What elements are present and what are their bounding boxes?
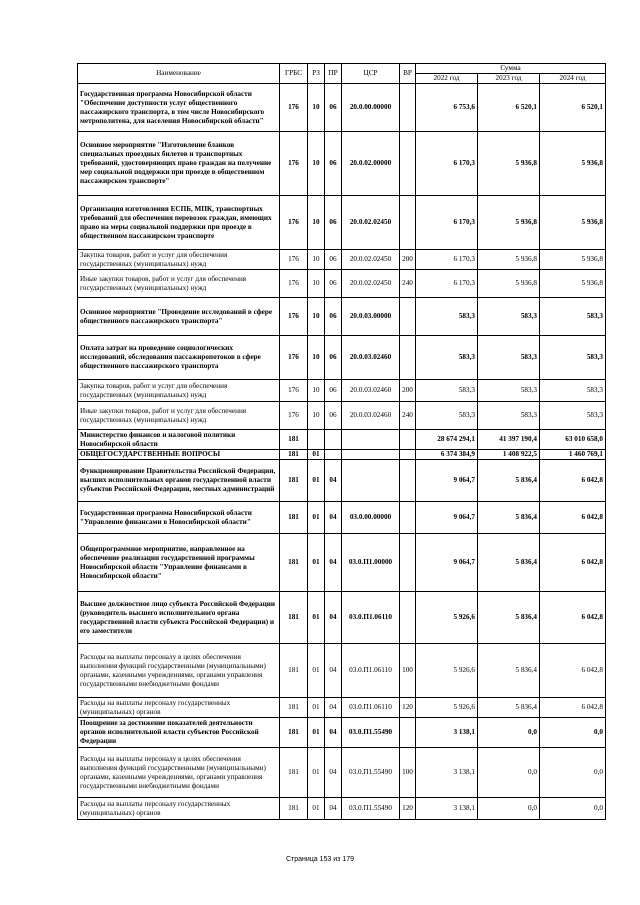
row-sum-2024: 5 936,8 xyxy=(540,270,606,298)
row-sum-2023: 5 936,8 xyxy=(478,196,540,250)
row-pr: 04 xyxy=(325,592,342,644)
row-sum-2023: 583,3 xyxy=(478,336,540,380)
row-csr: 03.0.П1.55490 xyxy=(342,798,400,820)
row-vr xyxy=(400,430,416,450)
row-pr: 06 xyxy=(325,402,342,430)
row-csr: 20.0.03.02460 xyxy=(342,402,400,430)
row-vr: 100 xyxy=(400,644,416,698)
row-sum-2023: 5 836,4 xyxy=(478,698,540,718)
row-csr xyxy=(342,430,400,450)
row-csr: 20.0.03.02460 xyxy=(342,380,400,402)
row-sum-2022: 28 674 294,1 xyxy=(416,430,478,450)
row-name: Расходы на выплаты персоналу в целях обеспечения выполнения функций государственными (муниципальными) органами, казенными учреждениями, органами управления государственными внебюджетными фондами xyxy=(78,748,280,798)
row-vr xyxy=(400,460,416,502)
row-pr: 06 xyxy=(325,196,342,250)
row-sum-2022: 9 064,7 xyxy=(416,502,478,534)
table-row xyxy=(78,84,606,132)
row-sum-2023: 5 836,4 xyxy=(478,644,540,698)
row-sum-2024: 5 936,8 xyxy=(540,250,606,270)
row-sum-2022: 6 170,3 xyxy=(416,132,478,196)
row-vr xyxy=(400,592,416,644)
row-grbs: 181 xyxy=(280,430,308,450)
row-rz: 10 xyxy=(308,298,325,336)
row-sum-2023: 583,3 xyxy=(478,402,540,430)
row-vr: 120 xyxy=(400,798,416,820)
row-grbs: 181 xyxy=(280,450,308,460)
row-csr: 03.0.00.00000 xyxy=(342,502,400,534)
row-name: Основное мероприятие "Изготовление бланков специальных проездных билетов и транспортных требований, удостоверяющих право граждан на получение мер социальной поддержки при проезде в общественном пассажирском транспорте" xyxy=(78,132,280,196)
row-sum-2023: 0,0 xyxy=(478,748,540,798)
row-csr: 03.0.П1.55490 xyxy=(342,718,400,748)
row-pr: 04 xyxy=(325,718,342,748)
row-csr xyxy=(342,460,400,502)
row-rz: 10 xyxy=(308,380,325,402)
row-csr: 20.0.02.02450 xyxy=(342,270,400,298)
row-pr: 04 xyxy=(325,644,342,698)
row-csr: 20.0.02.00000 xyxy=(342,132,400,196)
row-sum-2022: 5 926,6 xyxy=(416,592,478,644)
row-pr: 06 xyxy=(325,380,342,402)
row-grbs: 176 xyxy=(280,84,308,132)
row-name: Иные закупки товаров, работ и услуг для обеспечения государственных (муниципальных) нужд xyxy=(78,402,280,430)
row-sum-2023: 1 408 922,5 xyxy=(478,450,540,460)
row-sum-2024: 6 042,8 xyxy=(540,698,606,718)
table-row xyxy=(78,250,606,270)
row-pr: 04 xyxy=(325,502,342,534)
table-row xyxy=(78,502,606,534)
row-grbs: 176 xyxy=(280,250,308,270)
table-row xyxy=(78,698,606,718)
row-sum-2023: 41 397 190,4 xyxy=(478,430,540,450)
row-sum-2023: 5 936,8 xyxy=(478,250,540,270)
row-name: Закупка товаров, работ и услуг для обеспечения государственных (муниципальных) нужд xyxy=(78,380,280,402)
row-name: Поощрение за достижение показателей деятельности органов исполнительной власти субъектов Российской Федерации xyxy=(78,718,280,748)
table-row xyxy=(78,430,606,450)
row-rz: 01 xyxy=(308,798,325,820)
header-vr: ВР xyxy=(400,64,416,84)
row-sum-2023: 583,3 xyxy=(478,298,540,336)
row-name: Высшее должностное лицо субъекта Российской Федерации (руководитель высшего исполнительного органа государственной власти субъекта Российской Федерации) и его заместители xyxy=(78,592,280,644)
row-pr: 04 xyxy=(325,798,342,820)
row-rz: 01 xyxy=(308,592,325,644)
row-grbs: 176 xyxy=(280,132,308,196)
row-sum-2024: 583,3 xyxy=(540,380,606,402)
row-grbs: 181 xyxy=(280,718,308,748)
row-rz: 10 xyxy=(308,250,325,270)
header-pr: ПР xyxy=(325,64,342,84)
row-grbs: 181 xyxy=(280,460,308,502)
row-sum-2022: 9 064,7 xyxy=(416,534,478,592)
row-csr: 03.0.П1.06110 xyxy=(342,644,400,698)
table-header xyxy=(78,64,606,84)
row-grbs: 176 xyxy=(280,270,308,298)
budget-table xyxy=(77,63,606,820)
row-name: Государственная программа Новосибирской области "Управление финансами в Новосибирской области" xyxy=(78,502,280,534)
header-year-2024: 2024 год xyxy=(540,74,606,84)
row-vr xyxy=(400,298,416,336)
row-grbs: 176 xyxy=(280,196,308,250)
row-grbs: 181 xyxy=(280,798,308,820)
table-row xyxy=(78,402,606,430)
row-vr xyxy=(400,718,416,748)
row-grbs: 176 xyxy=(280,298,308,336)
row-sum-2024: 1 460 769,1 xyxy=(540,450,606,460)
row-sum-2022: 6 374 384,9 xyxy=(416,450,478,460)
row-rz: 10 xyxy=(308,84,325,132)
row-vr xyxy=(400,450,416,460)
row-name: Министерство финансов и налоговой политики Новосибирской области xyxy=(78,430,280,450)
row-name: Расходы на выплаты персоналу в целях обеспечения выполнения функций государственными (муниципальными) органами, казенными учреждениями, органами управления государственными внебюджетными фондами xyxy=(78,644,280,698)
row-sum-2023: 5 836,4 xyxy=(478,502,540,534)
row-vr: 100 xyxy=(400,748,416,798)
row-csr: 20.0.03.00000 xyxy=(342,298,400,336)
row-vr xyxy=(400,534,416,592)
row-sum-2022: 6 170,3 xyxy=(416,270,478,298)
row-sum-2022: 5 926,6 xyxy=(416,644,478,698)
row-rz: 10 xyxy=(308,270,325,298)
row-rz: 01 xyxy=(308,718,325,748)
row-pr: 04 xyxy=(325,748,342,798)
row-sum-2024: 6 042,8 xyxy=(540,534,606,592)
row-name: Оплата затрат на проведение социологических исследований, обследования пассажиропотоков в сфере общественного пассажирского транспорта xyxy=(78,336,280,380)
row-sum-2024: 0,0 xyxy=(540,718,606,748)
row-name: Расходы на выплаты персоналу государственных (муниципальных) органов xyxy=(78,698,280,718)
row-grbs: 181 xyxy=(280,534,308,592)
row-sum-2022: 583,3 xyxy=(416,298,478,336)
page-footer: Страница 153 из 179 xyxy=(285,856,355,863)
row-pr: 06 xyxy=(325,270,342,298)
table-row xyxy=(78,270,606,298)
row-grbs: 181 xyxy=(280,592,308,644)
table-row xyxy=(78,460,606,502)
table-row xyxy=(78,196,606,250)
row-vr: 240 xyxy=(400,270,416,298)
row-sum-2023: 0,0 xyxy=(478,798,540,820)
header-year-2023: 2023 год xyxy=(478,74,540,84)
row-sum-2023: 5 836,4 xyxy=(478,592,540,644)
row-sum-2022: 3 138,1 xyxy=(416,718,478,748)
row-name: Основное мероприятие "Проведение исследований в сфере общественного пассажирского транспорта" xyxy=(78,298,280,336)
row-sum-2024: 63 010 658,0 xyxy=(540,430,606,450)
table-row xyxy=(78,298,606,336)
row-rz: 10 xyxy=(308,402,325,430)
header-sum: Сумма xyxy=(416,64,606,74)
table-row xyxy=(78,748,606,798)
row-pr: 06 xyxy=(325,336,342,380)
row-sum-2022: 9 064,7 xyxy=(416,460,478,502)
row-csr: 03.0.П1.06110 xyxy=(342,698,400,718)
row-name: Организация изготовления ЕСПБ, МПК, транспортных требований для обеспечения перевозок граждан, имеющих право на меры социальной поддержки при проезде в общественном пассажирском транспорте xyxy=(78,196,280,250)
row-rz: 01 xyxy=(308,460,325,502)
row-name: Функционирование Правительства Российской Федерации, высших исполнительных органов государственной власти субъектов Российской Федерации, местных администраций xyxy=(78,460,280,502)
table-row xyxy=(78,450,606,460)
row-sum-2023: 5 836,4 xyxy=(478,534,540,592)
row-sum-2022: 5 926,6 xyxy=(416,698,478,718)
row-pr: 04 xyxy=(325,460,342,502)
row-sum-2022: 6 753,6 xyxy=(416,84,478,132)
table-row xyxy=(78,132,606,196)
row-vr xyxy=(400,502,416,534)
row-name: Общепрограммное мероприятие, направленное на обеспечение реализации государственной программы Новосибирской области "Управление финансами в Новосибирской области" xyxy=(78,534,280,592)
row-pr: 04 xyxy=(325,534,342,592)
header-grbs: ГРБС xyxy=(280,64,308,84)
row-grbs: 181 xyxy=(280,502,308,534)
row-vr: 200 xyxy=(400,380,416,402)
row-pr: 06 xyxy=(325,298,342,336)
row-name: Иные закупки товаров, работ и услуг для обеспечения государственных (муниципальных) нужд xyxy=(78,270,280,298)
row-csr: 20.0.02.02450 xyxy=(342,250,400,270)
row-pr: 06 xyxy=(325,250,342,270)
table-row xyxy=(78,380,606,402)
row-grbs: 176 xyxy=(280,336,308,380)
row-csr: 20.0.00.00000 xyxy=(342,84,400,132)
table-body xyxy=(78,84,606,820)
row-rz: 10 xyxy=(308,196,325,250)
row-rz: 01 xyxy=(308,644,325,698)
row-rz xyxy=(308,430,325,450)
row-rz: 10 xyxy=(308,336,325,380)
row-csr: 20.0.03.02460 xyxy=(342,336,400,380)
row-sum-2023: 583,3 xyxy=(478,380,540,402)
row-vr xyxy=(400,336,416,380)
row-sum-2024: 6 042,8 xyxy=(540,644,606,698)
row-sum-2023: 0,0 xyxy=(478,718,540,748)
row-grbs: 181 xyxy=(280,698,308,718)
row-sum-2024: 6 520,1 xyxy=(540,84,606,132)
row-sum-2024: 6 042,8 xyxy=(540,460,606,502)
row-sum-2022: 6 170,3 xyxy=(416,250,478,270)
row-vr xyxy=(400,132,416,196)
header-name: Наименование xyxy=(78,64,280,84)
row-pr xyxy=(325,430,342,450)
row-sum-2024: 583,3 xyxy=(540,402,606,430)
row-rz: 01 xyxy=(308,748,325,798)
row-rz: 01 xyxy=(308,502,325,534)
table-row xyxy=(78,718,606,748)
table-row xyxy=(78,644,606,698)
row-name: ОБЩЕГОСУДАРСТВЕННЫЕ ВОПРОСЫ xyxy=(78,450,280,460)
table-row xyxy=(78,534,606,592)
row-csr: 20.0.02.02450 xyxy=(342,196,400,250)
table-row xyxy=(78,798,606,820)
row-sum-2022: 3 138,1 xyxy=(416,748,478,798)
row-sum-2022: 3 138,1 xyxy=(416,798,478,820)
row-sum-2023: 5 936,8 xyxy=(478,270,540,298)
row-vr xyxy=(400,84,416,132)
row-grbs: 181 xyxy=(280,644,308,698)
table-row xyxy=(78,336,606,380)
row-name: Расходы на выплаты персоналу государственных (муниципальных) органов xyxy=(78,798,280,820)
header-rz: РЗ xyxy=(308,64,325,84)
row-name: Закупка товаров, работ и услуг для обеспечения государственных (муниципальных) нужд xyxy=(78,250,280,270)
table-row xyxy=(78,592,606,644)
row-pr xyxy=(325,450,342,460)
row-sum-2024: 6 042,8 xyxy=(540,502,606,534)
row-sum-2024: 583,3 xyxy=(540,336,606,380)
row-sum-2023: 5 936,8 xyxy=(478,132,540,196)
row-sum-2022: 6 170,3 xyxy=(416,196,478,250)
row-rz: 01 xyxy=(308,450,325,460)
row-rz: 01 xyxy=(308,534,325,592)
row-csr: 03.0.П1.55490 xyxy=(342,748,400,798)
row-vr: 240 xyxy=(400,402,416,430)
row-rz: 10 xyxy=(308,132,325,196)
row-sum-2024: 0,0 xyxy=(540,798,606,820)
row-vr xyxy=(400,196,416,250)
row-grbs: 176 xyxy=(280,402,308,430)
row-sum-2022: 583,3 xyxy=(416,380,478,402)
row-sum-2022: 583,3 xyxy=(416,336,478,380)
row-vr: 200 xyxy=(400,250,416,270)
row-csr xyxy=(342,450,400,460)
row-sum-2024: 583,3 xyxy=(540,298,606,336)
row-pr: 06 xyxy=(325,84,342,132)
row-rz: 01 xyxy=(308,698,325,718)
row-csr: 03.0.П1.00000 xyxy=(342,534,400,592)
row-pr: 04 xyxy=(325,698,342,718)
header-year-2022: 2022 год xyxy=(416,74,478,84)
row-vr: 120 xyxy=(400,698,416,718)
row-csr: 03.0.П1.06110 xyxy=(342,592,400,644)
row-sum-2022: 583,3 xyxy=(416,402,478,430)
row-name: Государственная программа Новосибирской области "Обеспечение доступности услуг общественного пассажирского транспорта, в том числе Новосибирского метрополитена, для населения Новосибирской области" xyxy=(78,84,280,132)
row-sum-2024: 6 042,8 xyxy=(540,592,606,644)
header-csr: ЦСР xyxy=(342,64,400,84)
row-grbs: 176 xyxy=(280,380,308,402)
row-sum-2023: 5 836,4 xyxy=(478,460,540,502)
row-grbs: 181 xyxy=(280,748,308,798)
row-sum-2024: 5 936,8 xyxy=(540,196,606,250)
row-sum-2024: 0,0 xyxy=(540,748,606,798)
row-sum-2023: 6 520,1 xyxy=(478,84,540,132)
row-pr: 06 xyxy=(325,132,342,196)
row-sum-2024: 5 936,8 xyxy=(540,132,606,196)
